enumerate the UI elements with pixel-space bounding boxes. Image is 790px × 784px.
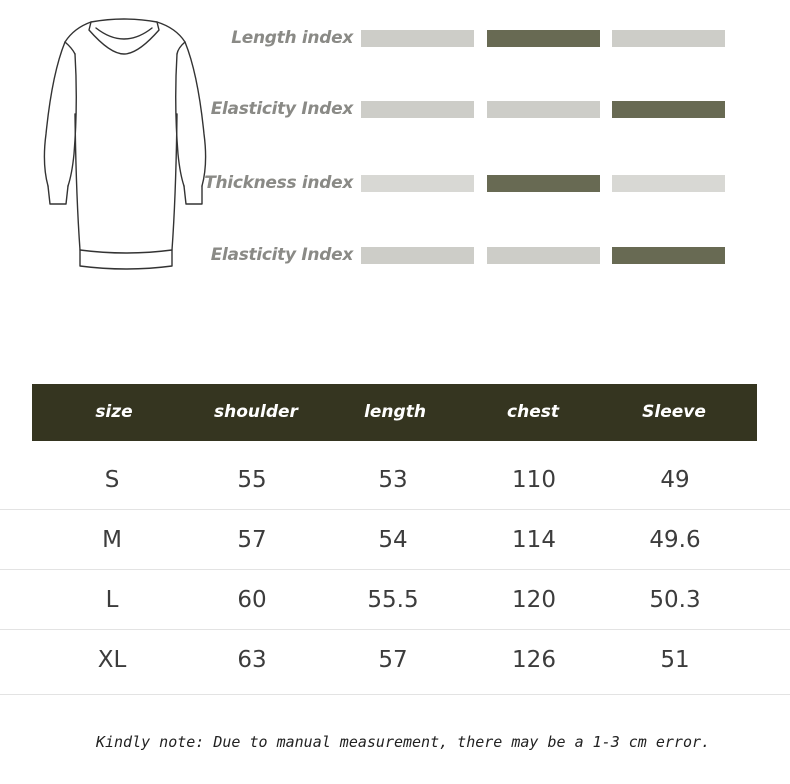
index-segment [612, 247, 725, 264]
index-segment [487, 30, 600, 47]
cell-length: 53 [378, 467, 408, 493]
cell-size: S [104, 467, 120, 493]
row-divider [0, 694, 790, 695]
index-label: Elasticity Index [210, 99, 353, 119]
header-length: length [364, 402, 426, 422]
cell-chest: 114 [512, 527, 556, 553]
index-label: Thickness index [204, 173, 353, 193]
index-segment [487, 101, 600, 118]
cell-chest: 110 [512, 467, 556, 493]
index-segment [361, 30, 474, 47]
cell-chest: 120 [512, 587, 556, 613]
size-table-header [32, 384, 757, 441]
cell-chest: 126 [512, 647, 556, 673]
header-chest: chest [507, 402, 559, 422]
cell-shoulder: 60 [237, 587, 267, 613]
cell-length: 54 [378, 527, 408, 553]
index-segment [487, 247, 600, 264]
cell-sleeve: 50.3 [649, 587, 701, 613]
index-segment [487, 175, 600, 192]
header-size: size [95, 402, 133, 422]
cell-size: XL [97, 647, 127, 673]
cell-length: 57 [378, 647, 408, 673]
cell-size: M [102, 527, 122, 553]
index-label: Length index [231, 28, 353, 48]
index-segment [361, 175, 474, 192]
table-row [0, 630, 790, 690]
header-shoulder: shoulder [214, 402, 298, 422]
header-sleeve: Sleeve [642, 402, 706, 422]
table-row [0, 450, 790, 510]
cell-size: L [105, 587, 119, 613]
index-row-elasticity [0, 99, 790, 119]
index-segment [361, 247, 474, 264]
cell-shoulder: 55 [237, 467, 267, 493]
table-row [0, 570, 790, 630]
cell-sleeve: 51 [660, 647, 690, 673]
cell-length: 55.5 [367, 587, 419, 613]
index-row-thickness [0, 173, 790, 193]
index-label: Elasticity Index [210, 245, 353, 265]
index-segment [361, 101, 474, 118]
measurement-note: Kindly note: Due to manual measurement, there may be a 1-3 cm error. [95, 733, 711, 751]
cell-shoulder: 57 [237, 527, 267, 553]
sweater-dress-illustration [38, 14, 214, 276]
index-segment [612, 30, 725, 47]
cell-sleeve: 49.6 [649, 527, 701, 553]
index-segment [612, 101, 725, 118]
index-segment [612, 175, 725, 192]
index-row-length [0, 28, 790, 48]
index-row-elasticity-2 [0, 245, 790, 265]
table-row [0, 510, 790, 570]
cell-shoulder: 63 [237, 647, 267, 673]
cell-sleeve: 49 [660, 467, 690, 493]
